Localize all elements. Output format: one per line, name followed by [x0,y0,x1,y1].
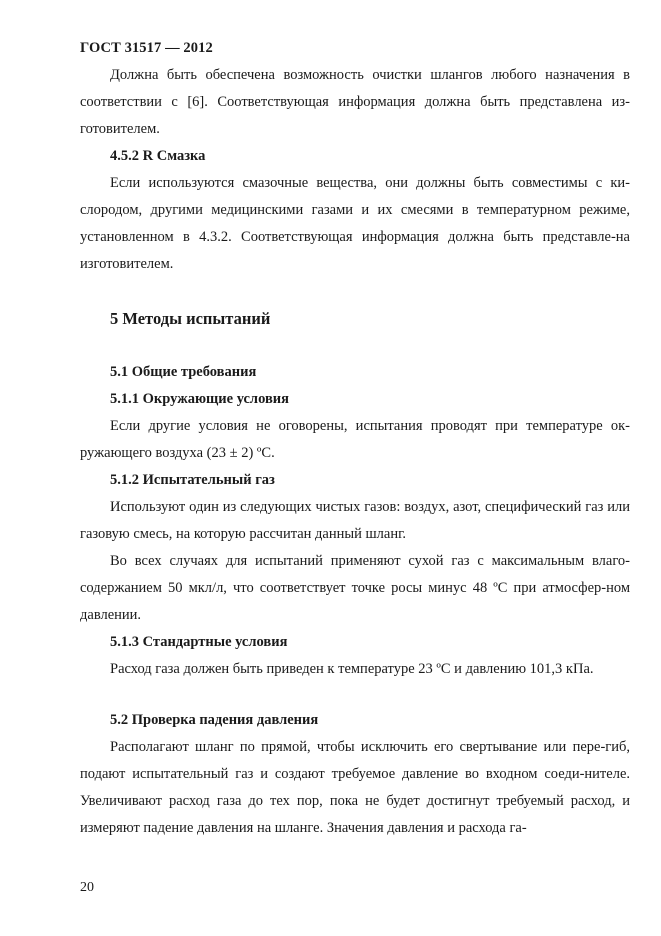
subsection-heading: 5.1.3 Стандартные условия [110,634,288,650]
paragraph: Если используются смазочные вещества, они должны быть совместимы с ки-слородом, другими медицинскими газами и их смесями в температурном режиме, установленном в 4.3.2. Соответствующая информация должна быть представле-на изготовителем. [80,175,630,272]
paragraph: Расход газа должен быть приведен к температуре 23 ºС и давлению 101,3 кПа. [110,661,594,677]
section-heading: 5 Методы испытаний [110,309,271,328]
document-body [80,62,630,842]
paragraph: Если другие условия не оговорены, испытания проводят при температуре ок-ружающего воздуха (23 ± 2) ºС. [80,418,630,461]
paragraph: Используют один из следующих чистых газов: воздух, азот, специфический газ или газовую смесь, на которую рассчитан данный шланг. [80,499,630,542]
paragraph: Располагают шланг по прямой, чтобы исключить его свертывание или пере-гиб, подают испытательный газ и создают требуемое давление во входном соеди-нителе. Увеличивают расход газа до тех пор, пока не будет достигнут требуемый расход, и измеряют падение давления на шланге. Значения давления и расхода га- [80,739,630,836]
document-header: ГОСТ 31517 — 2012 [80,40,213,56]
page-number: 20 [80,880,94,895]
subsection-heading: 5.1.1 Окружающие условия [110,391,289,407]
subsection-heading: 5.2 Проверка падения давления [110,712,319,728]
paragraph: Должна быть обеспечена возможность очистки шлангов любого назначения в соответствии с [6]. Соответствующая информация должна быть представлена из-готовителем. [80,67,630,137]
subsection-heading: 5.1.2 Испытательный газ [110,472,275,488]
subsection-heading: 4.5.2 R Смазка [110,148,206,164]
subsection-heading: 5.1 Общие требования [110,364,257,380]
paragraph: Во всех случаях для испытаний применяют сухой газ с максимальным влаго-содержанием 50 мкл/л, что соответствует точке росы минус 48 ºС при атмосфер-ном давлении. [80,553,630,623]
